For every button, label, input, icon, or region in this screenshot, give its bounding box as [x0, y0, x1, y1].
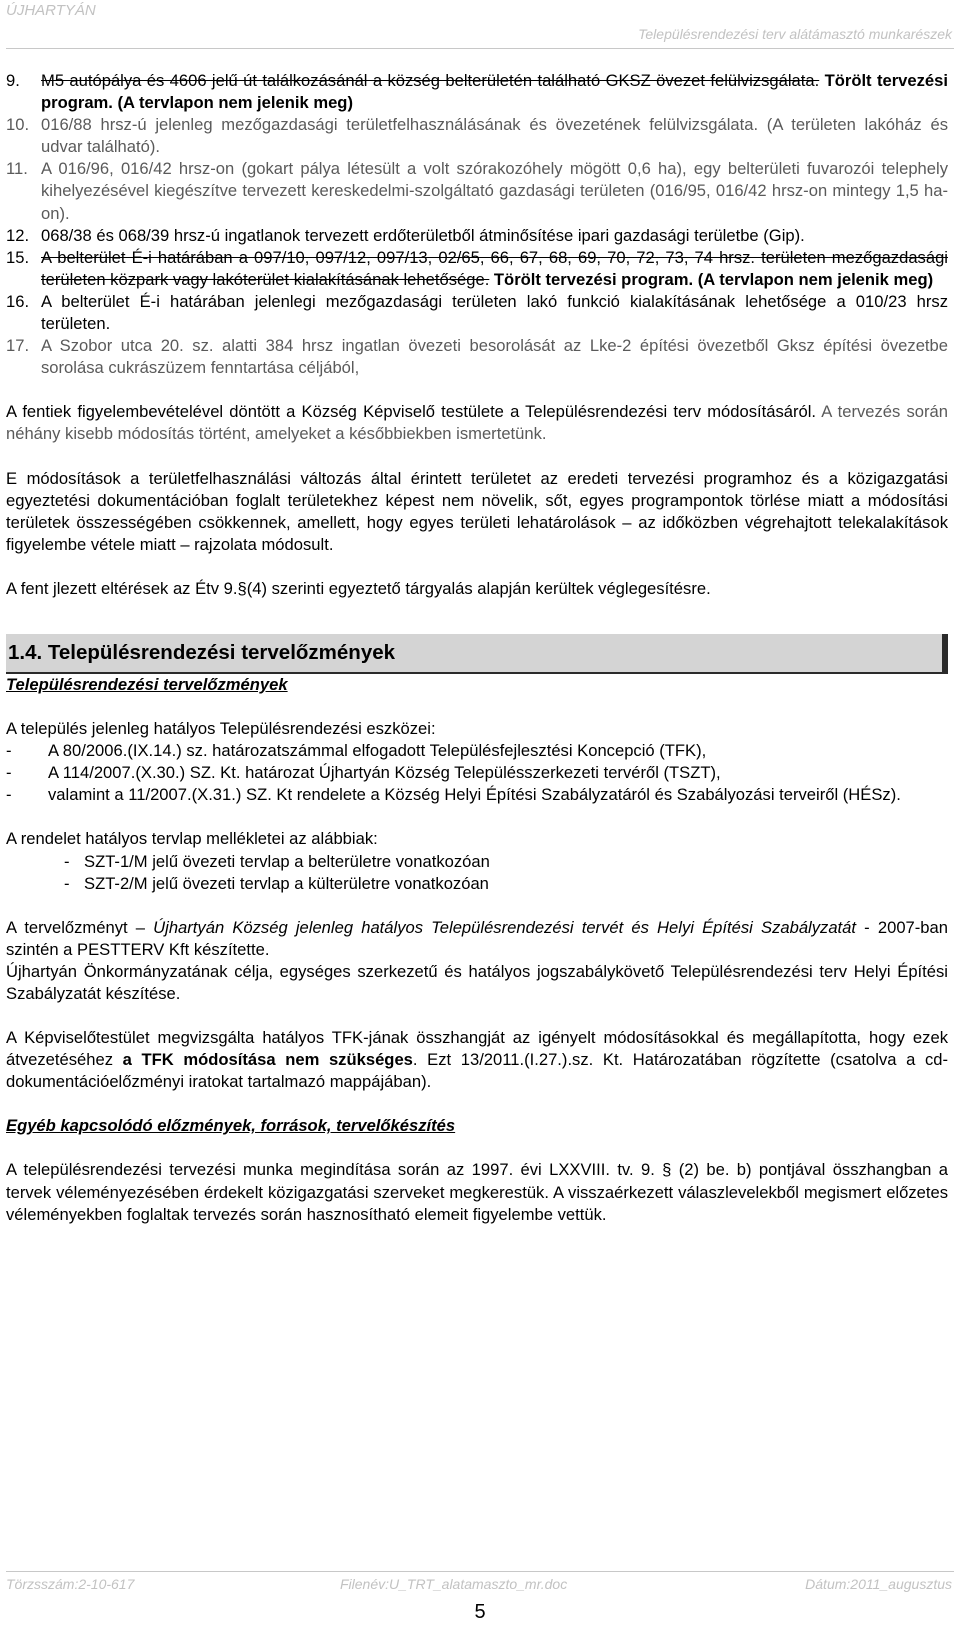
header-rule	[6, 48, 954, 49]
paragraph-decision: A fentiek figyelembevételével döntött a Község Képviselő testülete a Településrendezési terv módosításáról. A tervezés során néhány kisebb módosítás történt, amelyeket a későbbiekben ismertetünk.	[6, 402, 948, 444]
item-text-gray: A Szobor utca 20. sz.	[41, 336, 214, 356]
item-number: 15.	[6, 247, 30, 267]
paragraph-annexes: A rendelet hatályos tervlap mellékletei az alábbiak:	[6, 829, 378, 849]
item-number: 10.	[6, 115, 30, 135]
section-heading: 1.4. Településrendezési tervelőzmények	[6, 634, 948, 674]
item-number: 16.	[6, 291, 30, 311]
list-item-9	[6, 70, 948, 114]
item-text: 068/38 és 068/39 hrsz-ú ingatlanok tervezett erdőterületből átminősítése ipari gazdasági területbe (Gip).	[41, 225, 805, 245]
paragraph-plan-author: A tervelőzményt – Újhartyán Község jelenleg hatályos Településrendezési tervét és Helyi Építési Szabályzatát - 2007-ban szintén a PESTTERV Kft készítette.	[6, 917, 948, 959]
list-item-15	[6, 247, 948, 291]
subheading-related: Egyéb kapcsolódó előzmények, források, tervelőkészítés	[6, 1116, 456, 1136]
item-note: Törölt tervezési program. (A tervlapon nem jelenik meg)	[489, 269, 934, 289]
header-left: ÚJHARTYÁN	[6, 2, 96, 19]
list-item: - SZT-1/M jelű övezeti tervlap a belterületre vonatkozóan	[64, 851, 490, 871]
item-text: A belterület É-i határában jelenlegi mezőgazdasági területen lakó funkció kialakításának lehetősége a 010/23 hrsz területen.	[41, 291, 948, 334]
header-right: Településrendezési terv alátámasztó munkarészek	[638, 26, 952, 42]
footer-center: Filenév:U_TRT_alatamaszto_mr.doc	[340, 1576, 568, 1592]
list-item: - SZT-2/M jelű övezeti tervlap a külterületre vonatkozóan	[64, 873, 489, 893]
list-item-17	[6, 335, 948, 379]
list-item-10	[6, 114, 948, 158]
item-text: A 016/96, 016/42 hrsz-on (gokart pálya létesült a volt szórakozóhely mögött 0,6 ha), egy belterületi fuvarozói telephely kihelyezésével kiegészítve tervezett kereskedelmi-szolgáltató gazdasági területen (016/95, 016/42 hrsz-on mintegy 1,5 ha-on).	[41, 159, 948, 223]
item-struck-text: A belterület É-i határában a 097/10, 097/12, 097/13, 02/65, 66, 67, 68, 69, 70, 72, 73, 74 hrsz. területen mezőgazdasági területen közpark vagy lakóterület kialakításának lehetősége.	[41, 247, 948, 289]
item-number: 17.	[6, 336, 30, 356]
item-text: 016/88 hrsz-ú jelenleg mezőgazdasági területfelhasználásának és övezetének felülvizsgálata. (A területen lakóház és udvar található).	[41, 115, 948, 157]
list-item: - A 80/2006.(IX.14.) sz. határozatszámmal elfogadott Településfejlesztési Koncepció (TFK),	[6, 741, 707, 761]
paragraph-goal: Újhartyán Önkormányzatának célja, egységes szerkezetű és hatályos jogszabálykövető Településrendezési terv Helyi Építési Szabályzatát készítése.	[6, 961, 948, 1003]
page-number: 5	[474, 1601, 486, 1623]
paragraph-consultation: A településrendezési tervezési munka megindítása során az 1997. évi LXXVIII. tv. 9. § (2) be. b) pontjával összhangban a tervek véleményezésében érdekelt közigazgatási szerveket megkerestük. A visszaérkezett válaszlevelekből megismert előzetes véleményekben foglaltak tervezés során hasznosítható elemeit figyelembe vettük.	[6, 1160, 948, 1224]
footer-rule	[6, 1571, 954, 1572]
item-number: 11.	[6, 159, 28, 179]
list-item: - A 114/2007.(X.30.) SZ. Kt. határozat Újhartyán Község Településszerkezeti tervéről (TSZT),	[6, 763, 721, 783]
list-item-12	[6, 225, 948, 247]
list-item: - valamint a 11/2007.(X.31.) SZ. Kt rendelete a Község Helyi Építési Szabályzatáról és Szabályozási terveiről (HÉSz).	[6, 785, 901, 805]
list-item-11	[6, 158, 948, 224]
item-number: 12.	[6, 225, 30, 245]
footer-right: Dátum:2011_augusztus	[805, 1576, 952, 1592]
item-note: Törölt tervezési program. (A tervlapon nem jelenik meg)	[41, 71, 948, 113]
subheading-plan-history: Településrendezési tervelőzmények	[6, 674, 288, 694]
item-number: 9.	[6, 71, 20, 90]
paragraph-current-tools: A település jelenleg hatályos Településrendezési eszközei:	[6, 719, 436, 739]
item-struck-text: M5 autópálya és 4606 jelű út találkozásánál a község belterületén található GKSZ övezet felülvizsgálata.	[41, 71, 820, 90]
list-item-16	[6, 291, 948, 335]
footer-left: Törzsszám:2-10-617	[6, 1576, 135, 1592]
paragraph-modifications: E módosítások a területfelhasználási változás által érintett területet az eredeti tervezési programhoz és a közigazgatási egyeztetési dokumentációban foglalt területekhez képest nem növelik, sőt, egyes programpontok törlése miatt a módosítási területek összességében csökkennek, amellett, hogy egyes területi lehatárolások – az időközben végrehajtott telekalakítások figyelembe vétele miatt – rajzolata módosult.	[6, 468, 948, 554]
document-body	[6, 70, 948, 1226]
paragraph-deviations: A fent jlezett eltérések az Étv 9.§(4) szerinti egyeztető tárgyalás alapján kerültek véglegesítésre.	[6, 578, 711, 598]
item-text-rest: alatti 384 hrsz ingatlan övezeti besorolását az Lke-2 építési övezetből Gksz építési övezetbe sorolása cukrászüzem fenntartása céljából,	[41, 336, 948, 378]
paragraph-council: A Képviselőtestület megvizsgálta hatályos TFK-jának összhangját az igényelt módosításokkal és megállapította, hogy ezek átvezetéséhez a TFK módosítása nem szükséges. Ezt 13/2011.(I.27.).sz. Kt. Határozatában rögzítette (csatolva a cd-dokumentációelőzményi iratokat tartalmazó mappájában).	[6, 1028, 949, 1092]
